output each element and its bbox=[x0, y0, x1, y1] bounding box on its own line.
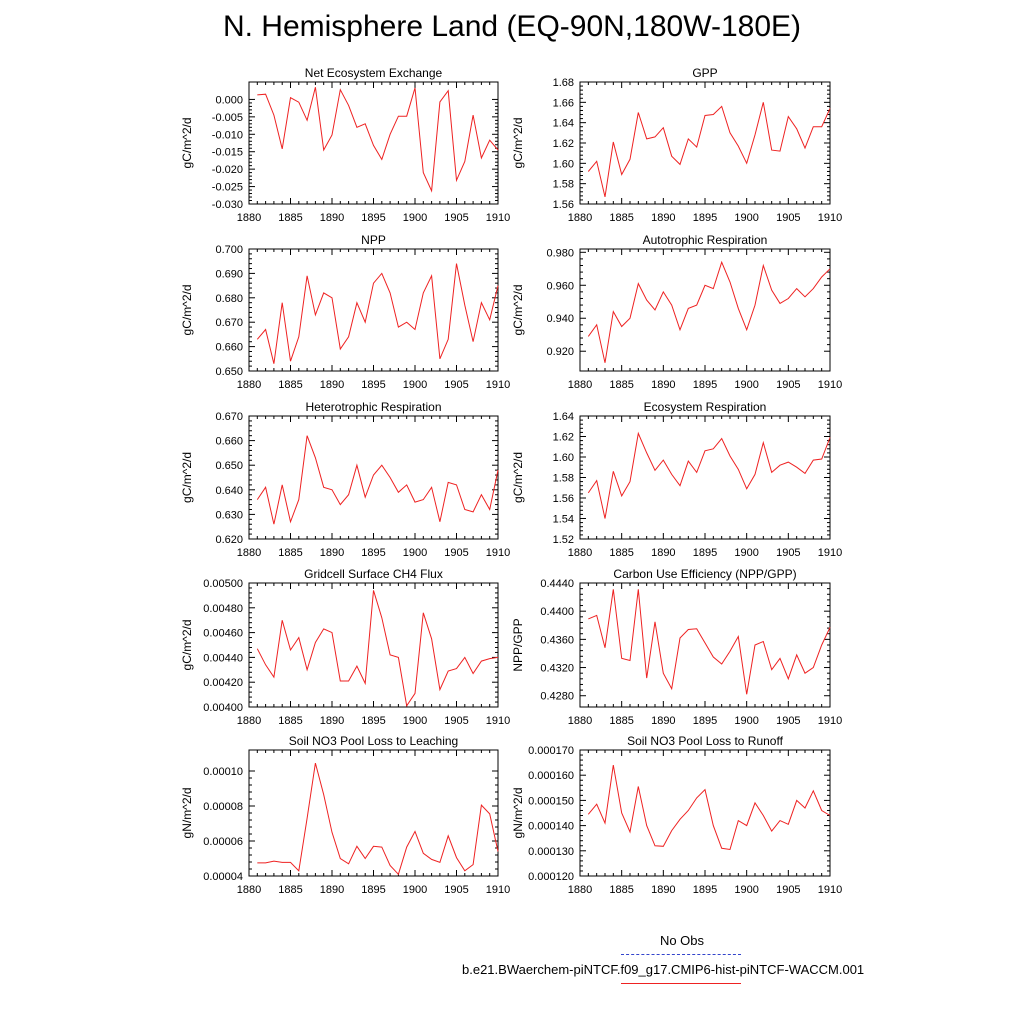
x-tick-label: 1910 bbox=[485, 547, 511, 559]
chart-npp bbox=[180, 233, 510, 391]
chart-soil-no3-pool-loss-to-leaching bbox=[180, 734, 510, 896]
x-tick-label: 1900 bbox=[402, 715, 428, 727]
x-tick-label: 1900 bbox=[734, 212, 759, 224]
x-tick-label: 1905 bbox=[776, 212, 801, 224]
x-tick-label: 1900 bbox=[734, 547, 759, 559]
y-tick-label: 1.64 bbox=[552, 411, 574, 423]
chart-title: Carbon Use Efficiency (NPP/GPP) bbox=[613, 567, 797, 581]
x-tick-label: 1885 bbox=[609, 547, 634, 559]
series-line bbox=[588, 102, 830, 197]
x-tick-label: 1880 bbox=[236, 715, 262, 727]
y-tick-label: 1.58 bbox=[552, 472, 574, 485]
x-tick-label: 1900 bbox=[734, 884, 759, 896]
y-axis-label: gC/m^2/d bbox=[180, 452, 194, 503]
x-tick-label: 1905 bbox=[444, 547, 469, 559]
y-tick-label: 0.000160 bbox=[528, 770, 574, 783]
x-tick-label: 1885 bbox=[278, 884, 303, 896]
y-tick-label: 0.00500 bbox=[203, 578, 243, 590]
x-tick-label: 1885 bbox=[278, 715, 303, 727]
x-tick-label: 1885 bbox=[609, 212, 634, 224]
y-tick-label: -0.020 bbox=[211, 164, 243, 177]
chart-title: Soil NO3 Pool Loss to Leaching bbox=[288, 734, 459, 748]
y-tick-label: 1.62 bbox=[552, 138, 574, 150]
plot-frame bbox=[249, 583, 498, 707]
y-tick-label: 1.64 bbox=[552, 117, 574, 130]
y-tick-label: 1.54 bbox=[552, 513, 574, 526]
y-tick-label: 0.00004 bbox=[203, 871, 243, 883]
y-axis-label: gN/m^2/d bbox=[511, 787, 525, 839]
y-tick-label: 0.630 bbox=[215, 509, 243, 522]
plot-frame bbox=[249, 416, 498, 539]
x-tick-label: 1905 bbox=[444, 884, 469, 896]
y-tick-label: 0.00460 bbox=[203, 627, 243, 640]
y-tick-label: 1.66 bbox=[552, 97, 574, 110]
x-tick-label: 1895 bbox=[361, 379, 386, 391]
chart-title: Net Ecosystem Exchange bbox=[304, 66, 443, 80]
y-tick-label: 1.58 bbox=[552, 178, 574, 191]
y-axis-label: gN/m^2/d bbox=[180, 787, 194, 839]
plot-frame bbox=[580, 416, 830, 539]
series-line bbox=[257, 763, 498, 874]
series-line bbox=[257, 264, 498, 364]
x-tick-label: 1905 bbox=[776, 715, 801, 727]
y-tick-label: 0.660 bbox=[215, 435, 243, 448]
plot-frame bbox=[249, 82, 498, 204]
x-tick-label: 1880 bbox=[236, 379, 262, 391]
x-tick-label: 1895 bbox=[692, 379, 718, 391]
page-title: N. Hemisphere Land (EQ-90N,180W-180E) bbox=[222, 10, 802, 43]
x-tick-label: 1885 bbox=[609, 884, 634, 896]
legend-obs-label: No Obs bbox=[659, 933, 705, 948]
chart-title: Gridcell Surface CH4 Flux bbox=[304, 567, 443, 581]
series-line bbox=[257, 436, 498, 525]
x-tick-label: 1890 bbox=[319, 547, 345, 559]
series-line bbox=[588, 765, 830, 849]
chart-autotrophic-respiration bbox=[511, 233, 842, 391]
y-tick-label: 0.4440 bbox=[540, 578, 574, 590]
x-tick-label: 1910 bbox=[817, 212, 843, 224]
y-tick-label: 1.68 bbox=[552, 77, 574, 89]
chart-ecosystem-respiration bbox=[511, 400, 842, 559]
y-tick-label: 0.00006 bbox=[203, 836, 243, 848]
x-tick-label: 1905 bbox=[444, 379, 469, 391]
x-tick-label: 1900 bbox=[402, 379, 428, 391]
y-tick-label: 0.4400 bbox=[540, 606, 574, 619]
chart-title: GPP bbox=[692, 66, 718, 80]
chart-title: Heterotrophic Respiration bbox=[305, 400, 442, 414]
x-tick-label: 1885 bbox=[609, 379, 634, 391]
y-tick-label: 0.00480 bbox=[203, 602, 243, 615]
x-tick-label: 1890 bbox=[319, 884, 345, 896]
x-tick-label: 1880 bbox=[236, 547, 262, 559]
y-tick-label: 1.56 bbox=[552, 493, 574, 505]
y-tick-label: 1.52 bbox=[552, 534, 574, 546]
y-tick-label: 0.700 bbox=[215, 244, 243, 256]
series-line bbox=[588, 433, 830, 518]
y-tick-label: 0.940 bbox=[546, 313, 574, 326]
chart-title: Ecosystem Respiration bbox=[643, 400, 767, 414]
y-tick-label: 0.920 bbox=[546, 346, 574, 359]
x-tick-label: 1885 bbox=[278, 212, 303, 224]
chart-title: Autotrophic Respiration bbox=[642, 233, 768, 247]
y-tick-label: 0.650 bbox=[215, 366, 243, 378]
chart-soil-no3-pool-loss-to-runoff bbox=[511, 734, 842, 896]
x-tick-label: 1880 bbox=[567, 715, 593, 727]
plot-frame bbox=[249, 249, 498, 371]
y-tick-label: 0.000120 bbox=[528, 871, 574, 883]
x-tick-label: 1905 bbox=[776, 884, 801, 896]
y-tick-label: 0.000150 bbox=[528, 795, 574, 808]
x-tick-label: 1885 bbox=[278, 547, 303, 559]
y-tick-label: 0.640 bbox=[215, 484, 243, 497]
x-tick-label: 1900 bbox=[734, 715, 759, 727]
x-tick-label: 1885 bbox=[609, 715, 634, 727]
y-axis-label: gC/m^2/d bbox=[180, 284, 194, 336]
x-tick-label: 1890 bbox=[319, 212, 345, 224]
y-tick-label: 0.000170 bbox=[528, 745, 574, 757]
y-tick-label: 1.60 bbox=[552, 452, 574, 464]
y-tick-label: 0.4320 bbox=[540, 662, 574, 675]
series-line bbox=[257, 87, 498, 191]
y-axis-label: gC/m^2/d bbox=[180, 619, 194, 671]
legend-model-label: b.e21.BWaerchem-piNTCF.f09_g17.CMIP6-hist-piNTCF-WACCM.001 bbox=[462, 962, 865, 977]
x-tick-label: 1910 bbox=[817, 715, 843, 727]
plot-frame bbox=[580, 583, 830, 707]
series-line bbox=[588, 589, 830, 694]
y-tick-label: 0.4360 bbox=[540, 634, 574, 647]
x-tick-label: 1905 bbox=[444, 212, 469, 224]
y-tick-label: 1.60 bbox=[552, 158, 574, 171]
y-axis-label: gC/m^2/d bbox=[180, 117, 194, 169]
x-tick-label: 1880 bbox=[567, 884, 593, 896]
x-tick-label: 1880 bbox=[567, 212, 593, 224]
x-tick-label: 1895 bbox=[361, 715, 386, 727]
y-tick-label: 0.4280 bbox=[540, 690, 574, 703]
y-tick-label: 0.670 bbox=[215, 411, 243, 423]
y-tick-label: 0.670 bbox=[215, 317, 243, 330]
x-tick-label: 1905 bbox=[776, 379, 801, 391]
chart-gridcell-surface-ch4-flux bbox=[180, 567, 510, 727]
y-tick-label: -0.030 bbox=[211, 199, 243, 211]
y-tick-label: -0.010 bbox=[211, 129, 243, 142]
x-tick-label: 1895 bbox=[692, 212, 718, 224]
x-tick-label: 1890 bbox=[651, 884, 676, 896]
x-tick-label: 1900 bbox=[402, 884, 428, 896]
y-tick-label: 0.960 bbox=[546, 280, 574, 293]
x-tick-label: 1880 bbox=[236, 212, 262, 224]
y-axis-label: gC/m^2/d bbox=[511, 452, 525, 503]
x-tick-label: 1890 bbox=[651, 547, 676, 559]
y-tick-label: 1.62 bbox=[552, 431, 574, 444]
x-tick-label: 1890 bbox=[319, 379, 345, 391]
y-tick-label: 0.00010 bbox=[203, 766, 243, 778]
y-tick-label: 0.00420 bbox=[203, 677, 243, 690]
y-tick-label: 1.56 bbox=[552, 199, 574, 211]
x-tick-label: 1910 bbox=[817, 547, 843, 559]
x-tick-label: 1895 bbox=[692, 884, 718, 896]
y-tick-label: 0.00400 bbox=[203, 702, 243, 714]
x-tick-label: 1905 bbox=[776, 547, 801, 559]
x-tick-label: 1895 bbox=[361, 547, 386, 559]
x-tick-label: 1900 bbox=[402, 547, 428, 559]
plot-frame bbox=[249, 750, 498, 876]
plot-frame bbox=[580, 249, 830, 371]
chart-gpp bbox=[511, 66, 842, 224]
y-tick-label: -0.005 bbox=[211, 111, 243, 124]
x-tick-label: 1905 bbox=[444, 715, 469, 727]
chart-carbon-use-efficiency-npp-gpp bbox=[511, 567, 842, 727]
x-tick-label: 1895 bbox=[692, 715, 718, 727]
y-tick-label: 0.00440 bbox=[203, 652, 243, 665]
y-tick-label: 0.660 bbox=[215, 341, 243, 354]
y-tick-label: 0.680 bbox=[215, 292, 243, 305]
plot-frame bbox=[580, 82, 830, 204]
x-tick-label: 1880 bbox=[567, 547, 593, 559]
chart-title: NPP bbox=[361, 233, 386, 247]
x-tick-label: 1890 bbox=[651, 379, 676, 391]
y-axis-label: gC/m^2/d bbox=[511, 117, 525, 169]
x-tick-label: 1910 bbox=[485, 379, 511, 391]
y-tick-label: 0.000 bbox=[215, 94, 243, 107]
x-tick-label: 1910 bbox=[817, 379, 843, 391]
x-tick-label: 1890 bbox=[651, 715, 676, 727]
chart-net-ecosystem-exchange bbox=[180, 66, 510, 224]
y-tick-label: 0.000130 bbox=[528, 845, 574, 858]
y-tick-label: 0.980 bbox=[546, 247, 574, 260]
y-tick-label: -0.025 bbox=[211, 181, 243, 194]
x-tick-label: 1910 bbox=[485, 212, 511, 224]
chart-title: Soil NO3 Pool Loss to Runoff bbox=[627, 734, 783, 748]
x-tick-label: 1910 bbox=[485, 715, 511, 727]
series-line bbox=[588, 262, 830, 363]
y-axis-label: NPP/GPP bbox=[511, 618, 525, 672]
chart-heterotrophic-respiration bbox=[180, 400, 510, 559]
x-tick-label: 1880 bbox=[236, 884, 262, 896]
y-tick-label: 0.000140 bbox=[528, 820, 574, 833]
series-line bbox=[257, 590, 498, 705]
x-tick-label: 1895 bbox=[361, 884, 386, 896]
x-tick-label: 1885 bbox=[278, 379, 303, 391]
x-tick-label: 1900 bbox=[734, 379, 759, 391]
y-tick-label: 0.00008 bbox=[203, 801, 243, 813]
x-tick-label: 1910 bbox=[817, 884, 843, 896]
y-tick-label: 0.620 bbox=[215, 534, 243, 546]
x-tick-label: 1895 bbox=[361, 212, 386, 224]
y-tick-label: 0.690 bbox=[215, 268, 243, 281]
y-axis-label: gC/m^2/d bbox=[511, 284, 525, 336]
x-tick-label: 1890 bbox=[319, 715, 345, 727]
x-tick-label: 1900 bbox=[402, 212, 428, 224]
x-tick-label: 1880 bbox=[567, 379, 593, 391]
x-tick-label: 1890 bbox=[651, 212, 676, 224]
x-tick-label: 1895 bbox=[692, 547, 718, 559]
y-tick-label: 0.650 bbox=[215, 460, 243, 473]
y-tick-label: -0.015 bbox=[211, 146, 243, 159]
x-tick-label: 1910 bbox=[485, 884, 511, 896]
